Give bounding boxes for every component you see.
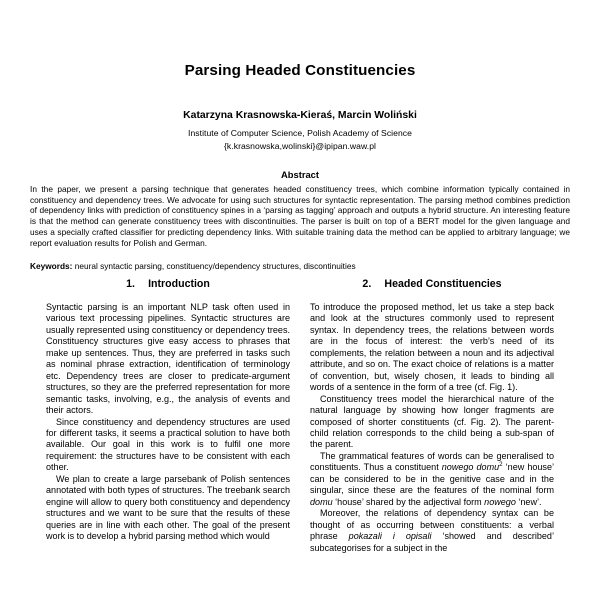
- section-heading-headed-constituencies: [310, 278, 554, 290]
- page-title: Parsing Headed Constituencies: [184, 62, 416, 79]
- contact-email: {k.krasnowska,wolinski}@ipipan.waw.pl: [224, 141, 376, 151]
- section-heading-introduction: [46, 278, 290, 290]
- section-number: 1.: [126, 278, 135, 290]
- keywords-value: neural syntactic parsing, constituency/dependency structures, discontinuities: [72, 261, 356, 272]
- abstract-text: In the paper, we present a parsing technique that generates headed constituency trees, which combine information typically contained in constituency and dependency trees. We advocate for using such structures for syntactic representation. The parsing method combines prediction of dependency links with prediction of constituency spines in a ‘parsing as tagging’ approach and outputs a hybrid structure. An interesting feature is that the method can generate constituency trees with discontinuities. The parser is built on top of a BERT model for the given language and uses a specially crafted classifier for predicting dependency links. With suitable training data the method can be applied to arbitrary language; we report evaluation results for Polish and German.: [30, 184, 570, 248]
- text-run: ‘house’ shared by the adjectival form: [332, 496, 485, 507]
- paragraph: To introduce the proposed method, let us take a step back and look at the structures commonly used to represent syntax. In dependency trees, the relations between words are in the focus of interest: the verb’s need of its complements, the relation between a noun and its adjectival attribute, and so on. The exact choice of relations is a matter of convention, but, wisely chosen, it leads to binding all words of a sentence in the form of a tree (cf. Fig. 1).: [310, 302, 554, 393]
- paragraph: Syntactic parsing is an important NLP task often used in various text processing pipelines. Syntactic structures are usually represented using constituency or dependency trees. Constituency structures give easy access to phrases that make up sentences. Thus, they are preferred in tasks such as nominal phrase extraction, identification of terminology etc. Dependency trees are closer to predicate-argument structures, so they are the preferred representation for more semantic tasks, involving, e.g., the analysis of events and their actors.: [46, 302, 290, 416]
- column-right: [310, 278, 554, 554]
- text-run: ‘new house’ can be considered to be in the genitive case and in the singular, since these are the features of the nominal form: [310, 462, 554, 496]
- keywords-label: Keywords:: [30, 261, 73, 272]
- paragraph: [310, 451, 554, 508]
- italic-term: nowego domu: [441, 462, 500, 473]
- section-title: Introduction: [148, 278, 210, 290]
- paragraph: [310, 508, 554, 554]
- italic-term: nowego: [484, 496, 516, 507]
- text-run: Moreover, the relations of dependency syntax can be thought of as occurring between constituents: a verbal phrase: [310, 508, 554, 542]
- body-columns: [46, 278, 554, 554]
- paragraph: Since constituency and dependency structures are used for different tasks, it seems a practical solution to have both available. Our goal in this work is to fulfil one more requirement: the structures have to be consistent with each other.: [46, 416, 290, 473]
- abstract-section: [30, 151, 570, 248]
- paragraph: We plan to create a large parsebank of Polish sentences annotated with both types of structures. The treebank search engine will allow to query both constituency and dependency structures and we want to be sure that the results of these queries are in line with each other. The goal of the present work is to develop a hybrid parsing method which would: [46, 473, 290, 542]
- section-number: 2.: [362, 278, 372, 290]
- text-run: ‘new’.: [515, 496, 542, 507]
- author-list: Katarzyna Krasnowska-Kieraś, Marcin Woliński: [183, 110, 417, 121]
- abstract-heading: Abstract: [280, 169, 320, 180]
- footnote-marker: 2: [499, 461, 503, 469]
- italic-term: domu: [310, 496, 333, 507]
- italic-term: pokazali i opisali: [348, 531, 432, 542]
- paragraph: Constituency trees model the hierarchical nature of the natural language by showing how longer fragments are composed of shorter constituents (cf. Fig. 2). The parent-child relation corresponds to the child being a sub-span of the parent.: [310, 393, 554, 450]
- section-title: Headed Constituencies: [384, 278, 502, 290]
- affiliation: Institute of Computer Science, Polish Academy of Science: [188, 128, 412, 138]
- text-run: ‘showed and described’ subcategorises for a subject in the: [310, 531, 554, 553]
- text-run: The grammatical features of words can be generalised to constituents. Thus a constituent: [310, 450, 554, 473]
- column-left: [46, 278, 290, 554]
- keywords-line: [30, 248, 570, 272]
